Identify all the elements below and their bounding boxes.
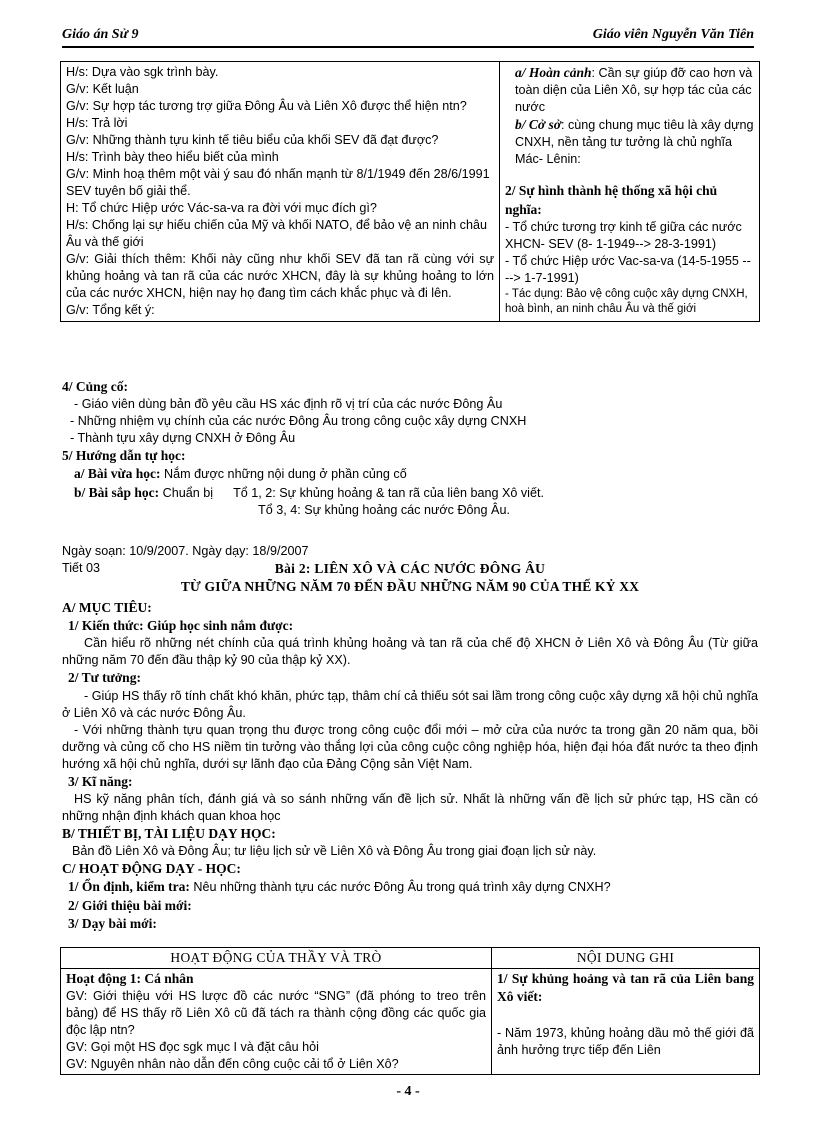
list-item: - Những nhiệm vụ chính của các nước Đông Âu trong công cuộc xây dựng CNXH: [70, 414, 527, 429]
paragraph: - Năm 1973, khủng hoảng dầu mỏ thế giới đã ảnh hưởng trực tiếp đến Liên: [497, 1025, 754, 1057]
section-heading: 2/ Sự hình thành hệ thống xã hội chủ nghĩa:: [505, 183, 718, 217]
section-heading: A/ MỤC TIÊU:: [62, 600, 152, 615]
table-row: H/s: Trình bày theo hiểu biết của mình: [66, 150, 279, 164]
continued-lesson-table: [60, 61, 760, 322]
table-row: H/s: Dựa vào sgk trình bày.: [66, 65, 219, 79]
subsection-heading: 2/ Tư tưởng:: [68, 670, 141, 686]
table-row: G/v: Minh hoạ thêm một vài ý sau đó nhấn mạnh từ 8/1/1949 đến 28/6/1991 SEV tuyên bố giải thể.: [66, 167, 490, 198]
column-header: NỘI DUNG GHI: [492, 948, 760, 969]
subsection-heading: 1/ Kiến thức: Giúp học sinh nắm được:: [68, 618, 294, 634]
check-line: 1/ Ổn định, kiểm tra: Nêu những thành tựu các nước Đông Âu trong quá trình xây dựng CNXH?: [68, 879, 611, 895]
next-lesson-line: Tổ 3, 4: Sự khủng hoảng các nước Đông Âu.: [258, 502, 510, 517]
activity-title: Hoạt động 1: Cá nhân: [66, 971, 194, 987]
paragraph: HS kỹ năng phân tích, đánh giá và so sánh những vấn đề lịch sử. Nhất là những vấn đề lịch sử phức tạp, HS cần có những nhận định khách quan khoa học: [62, 791, 758, 823]
paragraph: - Với những thành tựu quan trọng thu được trong công cuộc đổi mới – mở cửa của nước ta trong gần 20 năm qua, bồi dưỡng và củng cố cho HS niềm tin tưởng vào thắng lợi của công cuộc công nghiệp hóa, hiện đại hóa đất nước ta theo định hướng xã hội chủ nghĩa, dưới sự lãnh đạo của Đảng Cộng sản Việt Nam.: [62, 722, 758, 771]
table-row: H/s: Chống lại sự hiếu chiến của Mỹ và khối NATO, để bảo vệ an ninh châu Âu và thế giới: [66, 218, 487, 249]
section-heading: 1/ Sự khủng hoảng và tan rã của Liên bang Xô viết:: [497, 971, 754, 1005]
effect-text: - Tác dụng: Bảo vệ công cuộc xây dựng CNXH, hoà bình, an ninh châu Âu và thế giới: [505, 287, 748, 316]
table-row: GV: Giới thiệu với HS lược đồ các nước “SNG” (đã phóng to treo trên bảng) để HS thấy rõ Liên Xô cũ đã tách ra thành cộng đồng các quốc gia độc lập ntn?: [66, 989, 486, 1038]
section-heading: 5/ Hướng dẫn tự học:: [62, 448, 186, 464]
studied-lesson: a/ Bài vừa học: Nắm được những nội dung ở phần củng cố: [74, 466, 407, 482]
lesson-period: Tiết 03: [62, 561, 101, 575]
list-item: - Tổ chức Hiệp ước Vac-sa-va (14-5-1955 ----> 1-7-1991): [505, 253, 751, 285]
page-number: - 4 -: [396, 1084, 420, 1099]
next-lesson: b/ Bài sắp học: Chuẩn bị Tổ 1, 2: Sự khủng hoảng & tan rã của liên bang Xô viết.: [74, 484, 544, 500]
lesson-subtitle: TỪ GIỮA NHỮNG NĂM 70 ĐẾN ĐẦU NHỮNG NĂM 90 CỦA THẾ KỶ XX: [180, 579, 640, 594]
subsection-heading: 3/ Kĩ năng:: [68, 773, 133, 789]
header-right: Giáo viên Nguyễn Văn Tiên: [592, 27, 754, 42]
lesson-header: [62, 543, 758, 596]
header-left: Giáo án Sử 9: [62, 27, 139, 42]
activity-table: [60, 947, 760, 1075]
lesson-dates: Ngày soạn: 10/9/2007. Ngày dạy: 18/9/2007: [62, 544, 309, 558]
paragraph: Cần hiểu rõ những nét chính của quá trình khủng hoảng và tan rã của chế độ XHCN ở Liên Xô và Đông Âu (Từ giữa những năm 70 đến đầu thập kỷ 90 của thập kỷ XX).: [62, 636, 758, 668]
table-row: G/v: Kết luận: [66, 82, 139, 96]
lesson-body: [62, 599, 758, 933]
teacher-student-column: [61, 62, 500, 322]
table-row: GV: Gọi một HS đọc sgk mục I và đặt câu hỏi: [66, 1040, 319, 1055]
section-heading: C/ HOẠT ĐỘNG DẠY - HỌC:: [62, 861, 241, 877]
consolidation-section: [62, 378, 758, 519]
paragraph: Bản đồ Liên Xô và Đông Âu; tư liệu lịch sử về Liên Xô và Đông Âu trong giai đoạn lịch sử này.: [72, 844, 597, 859]
activity-column: [61, 969, 492, 1075]
table-row: G/v: Tổng kết ý:: [66, 303, 155, 317]
section-heading: B/ THIẾT BỊ, TÀI LIỆU DẠY HỌC:: [62, 825, 276, 841]
notes-column: [500, 62, 760, 322]
basis-paragraph: b/ Cở sở: cùng chung mục tiêu là xây dựng CNXH, nền tảng tư tưởng là chủ nghĩa Mác- Lênin:: [515, 117, 754, 167]
table-row: H/s: Trả lời: [66, 116, 128, 130]
subsection-heading: 3/ Dạy bài mới:: [68, 915, 157, 931]
page-header: [62, 24, 754, 48]
list-item: - Thành tựu xây dựng CNXH ở Đông Âu: [70, 431, 296, 446]
table-row: G/v: Những thành tựu kinh tế tiêu biểu của khối SEV đã đạt được?: [66, 133, 439, 147]
paragraph: - Giúp HS thấy rõ tính chất khó khăn, phức tạp, thâm chí cả thiếu sót sai lầm trong công cuộc xây dựng xã hội chủ nghĩa ở Liên Xô và các nước Đông Âu.: [62, 688, 758, 720]
section-heading: 4/ Củng cố:: [62, 379, 129, 394]
table-row: G/v: Sự hợp tác tương trợ giữa Đông Âu và Liên Xô được thể hiện ntn?: [66, 99, 467, 113]
table-row: GV: Nguyên nhân nào dẫn đến công cuộc cải tổ ở Liên Xô?: [66, 1057, 399, 1072]
context-paragraph: a/ Hoàn cảnh: Cần sự giúp đỡ cao hơn và toàn diện của Liên Xô, sự hợp tác của các nước: [515, 65, 753, 115]
column-header: HOẠT ĐỘNG CỦA THẦY VÀ TRÒ: [61, 948, 492, 969]
lesson-title: Bài 2: LIÊN XÔ VÀ CÁC NƯỚC ĐÔNG ÂU: [274, 561, 546, 576]
table-row: G/v: Giải thích thêm: Khối này cũng như khối SEV đã tan rã cùng với sự khủng hoảng và tan rã của các nước XHCN, đây là sự khủng hoảng to lớn của các nước XHCN, hiện nay họ đang tìm cách khắc phục và đi lên.: [66, 252, 494, 300]
table-row: H: Tổ chức Hiệp ước Vác-sa-va ra đời với mục đích gì?: [66, 201, 377, 215]
list-item: - Tổ chức tương trợ kinh tế giữa các nước XHCN- SEV (8- 1-1949--> 28-3-1991): [505, 219, 742, 251]
subsection-heading: 2/ Giới thiệu bài mới:: [68, 897, 192, 913]
list-item: - Giáo viên dùng bản đồ yêu cầu HS xác định rõ vị trí của các nước Đông Âu: [74, 397, 503, 412]
notes-column: [492, 969, 760, 1075]
